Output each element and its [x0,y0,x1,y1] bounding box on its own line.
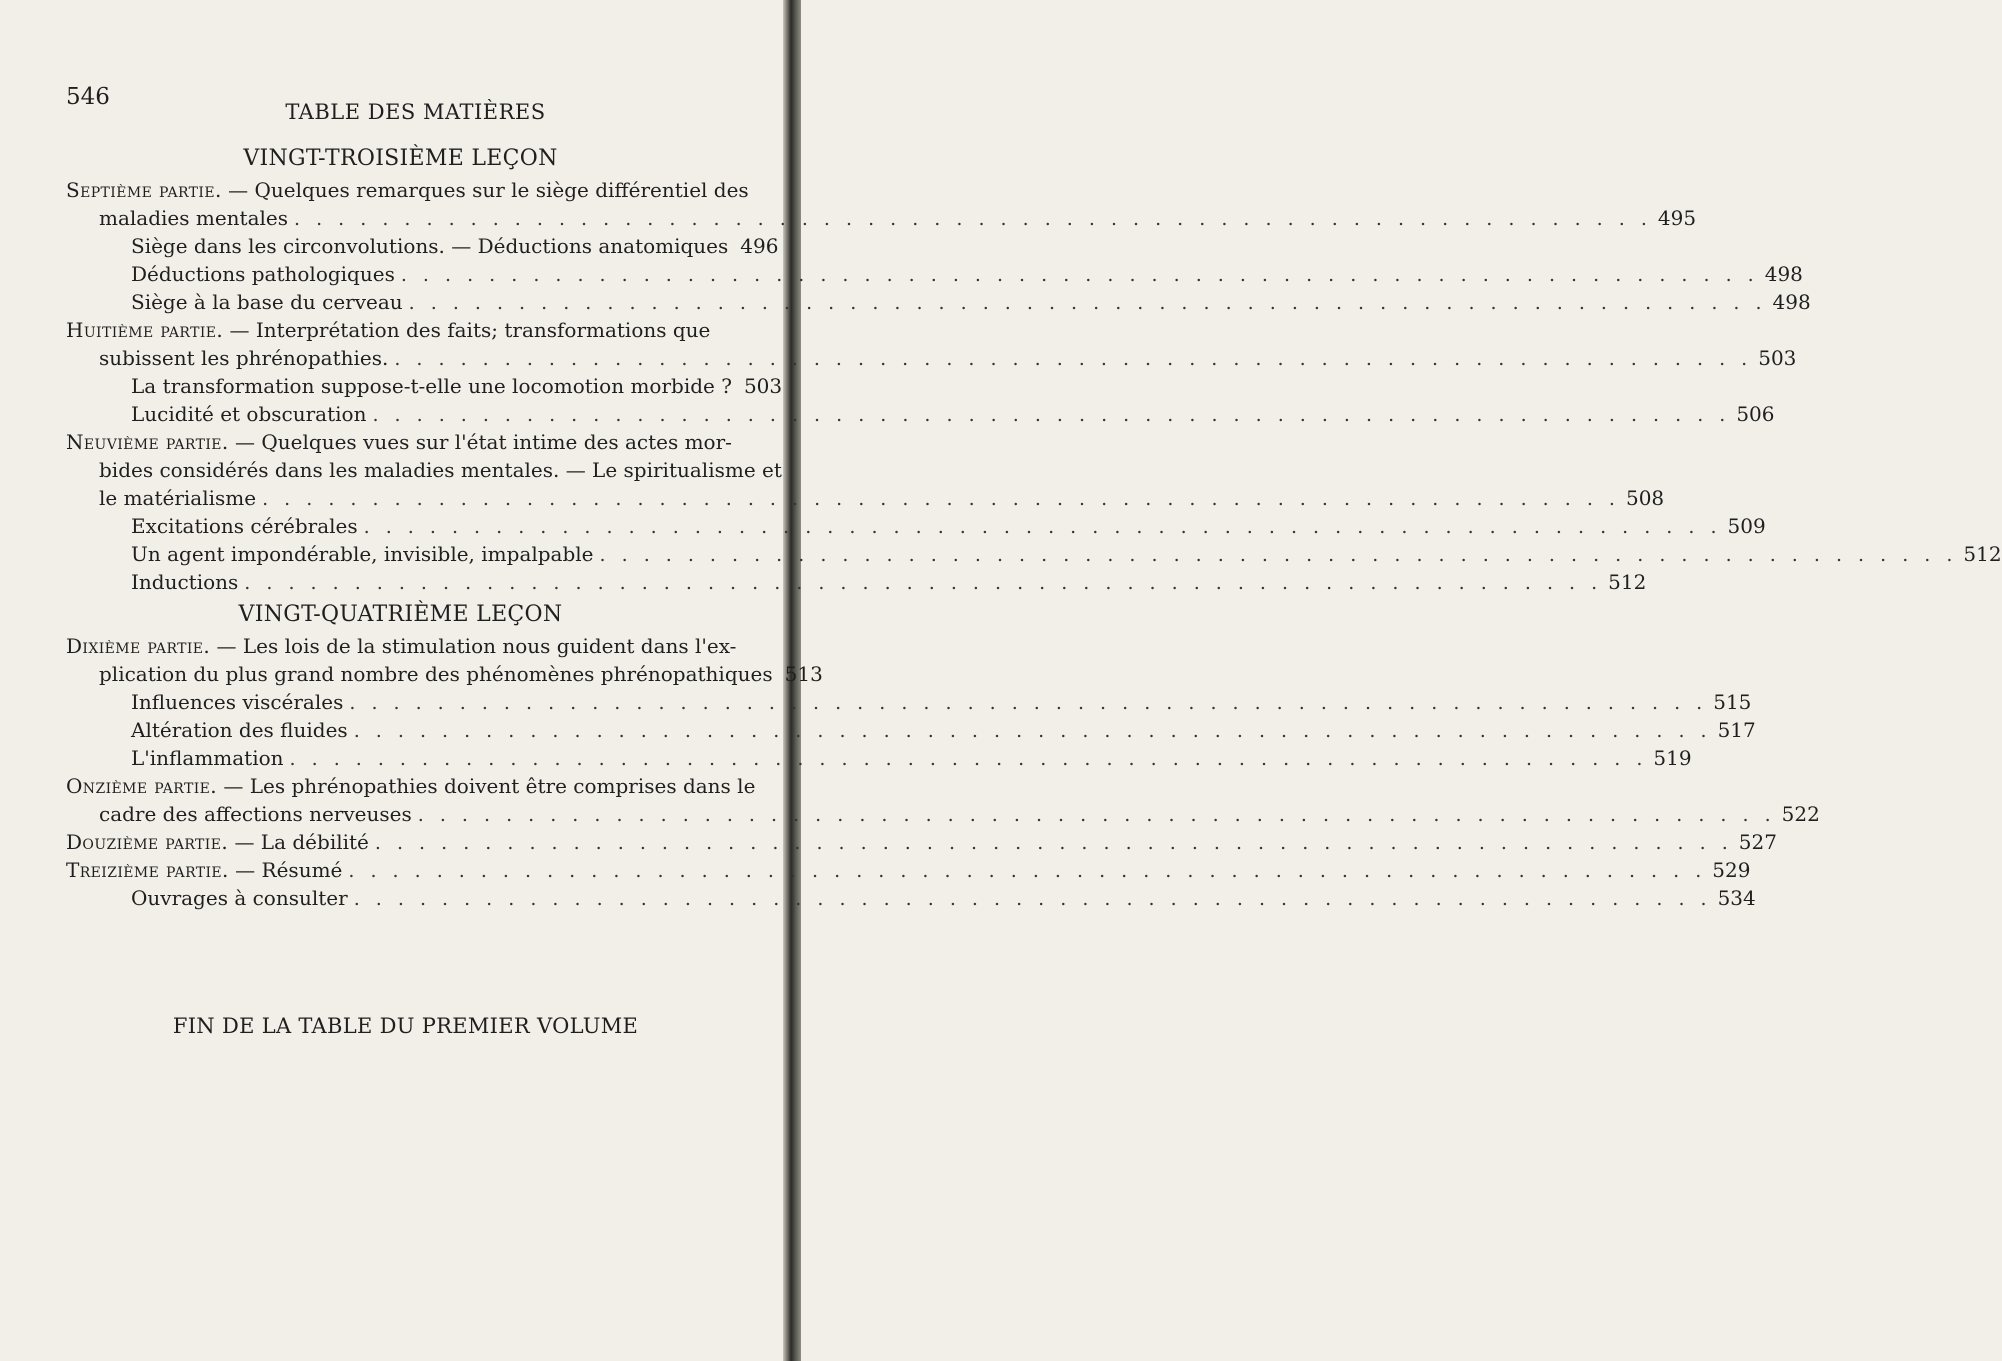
leader-dots [375,831,1733,855]
entry-text: bides considérés dans les maladies mentales. — Le spiritualisme et [99,458,782,482]
entry-page: 517 [1717,718,1756,742]
leader-dots [262,487,1620,511]
entry-page: 496 [740,234,779,258]
lesson-title: VINGT-QUATRIÈME LEÇON [238,602,563,627]
entry-page: 508 [1625,486,1665,510]
leader-dots [418,803,1776,827]
entry-page: 515 [1713,690,1752,714]
toc-entry [131,402,1775,427]
toc-entry [131,514,1766,539]
toc-entry-continuation [99,802,1820,827]
toc-entry [131,374,783,399]
toc-entry [131,718,1756,743]
leader-dots [364,515,1722,539]
entry-text: plication du plus grand nombre des phénomènes phrénopathiques [99,662,773,686]
leader-dots [354,719,1712,743]
entry-page: 503 [1758,346,1797,370]
entry-text: Un agent impondérable, invisible, impalpable [131,542,594,566]
entry-text: Inductions [131,570,239,594]
leader-dots [600,543,1958,567]
toc-entry-continuation [99,458,782,482]
entry-page: 512 [1608,570,1647,594]
entry-text: le matérialisme [99,486,257,510]
page-number: 546 [66,84,110,110]
entry-text: Influences viscérales [131,690,344,714]
toc-entry-continuation [99,346,1797,371]
entry-page: 498 [1764,262,1803,286]
leader-dots [290,747,1648,771]
toc-entry [66,830,1777,855]
leader-dots [244,571,1602,595]
toc-entry [131,542,2002,567]
leader-dots [372,403,1730,427]
entry-page: 529 [1712,858,1751,882]
leader-dots [394,347,1752,371]
toc-entry-continuation [99,662,823,687]
entry-text: Ouvrages à consulter [131,886,348,910]
entry-text: maladies mentales [99,206,289,230]
toc-entry [131,290,1811,315]
leader-dots [401,263,1759,287]
toc-entry [131,234,779,259]
toc-entry-continuation [99,206,1697,231]
entry-page: 513 [784,662,823,686]
toc-entry-heading [66,634,737,658]
leader-dots [354,887,1712,911]
leader-dots [349,691,1707,715]
toc-entry-continuation [99,486,1665,511]
toc-entry-heading [66,178,749,202]
entry-text: — La débilité [234,830,369,854]
entry-text: — Résumé [235,858,343,882]
entry-page: 498 [1772,290,1811,314]
entry-text: Excitations cérébrales [131,514,358,538]
entry-page: 522 [1781,802,1820,826]
entry-text: La transformation suppose-t-elle une locomotion morbide ? [131,374,732,398]
entry-text: — Quelques vues sur l'état intime des actes mor- [235,430,732,454]
entry-page: 503 [743,374,783,398]
running-head: TABLE DES MATIÈRES [285,100,546,124]
part-label: Onzième partie. [66,774,218,798]
lesson-title: VINGT-TROISIÈME LEÇON [243,146,558,171]
entry-text: cadre des affections nerveuses [99,802,412,826]
entry-page: 534 [1717,886,1756,910]
end-note: FIN DE LA TABLE DU PREMIER VOLUME [172,1014,639,1038]
entry-text: Siège à la base du cerveau [131,290,403,314]
part-label: Treizième partie. [66,858,229,882]
entry-page: 519 [1653,746,1692,770]
toc-entry [131,262,1803,287]
toc-entry-heading [66,430,732,454]
entry-text: Altération des fluides [131,718,348,742]
toc-entry-heading [66,318,711,342]
leader-dots [294,207,1652,231]
toc-entry [131,570,1647,595]
part-label: Douzième partie. [66,830,229,854]
part-label: Dixième partie. [66,634,211,658]
entry-page: 509 [1727,514,1766,538]
entry-text: L'inflammation [131,746,284,770]
entry-page: 506 [1736,402,1775,426]
toc-entry-heading [66,774,756,798]
entry-text: Siège dans les circonvolutions. — Déductions anatomiques [131,234,729,258]
entry-text: Déductions pathologiques [131,262,395,286]
entry-text: — Les phrénopathies doivent être comprises dans le [223,774,756,798]
entry-text: — Quelques remarques sur le siège différentiel des [228,178,749,202]
entry-text: — Interprétation des faits; transformations que [229,318,711,342]
entry-page: 527 [1738,830,1777,854]
entry-text: subissent les phrénopathies. [99,346,389,370]
entry-text: Lucidité et obscuration [131,402,367,426]
toc-entry [131,886,1756,911]
leader-dots [348,859,1706,883]
part-label: Septième partie. [66,178,222,202]
entry-page: 495 [1657,206,1697,230]
toc-entry [131,746,1692,771]
entry-text: — Les lois de la stimulation nous guident dans l'ex- [216,634,737,658]
part-label: Huitième partie. [66,318,224,342]
part-label: Neuvième partie. [66,430,229,454]
toc-entry [66,858,1751,883]
toc-entry [131,690,1752,715]
entry-page: 512 [1963,542,2002,566]
leader-dots [409,291,1767,315]
